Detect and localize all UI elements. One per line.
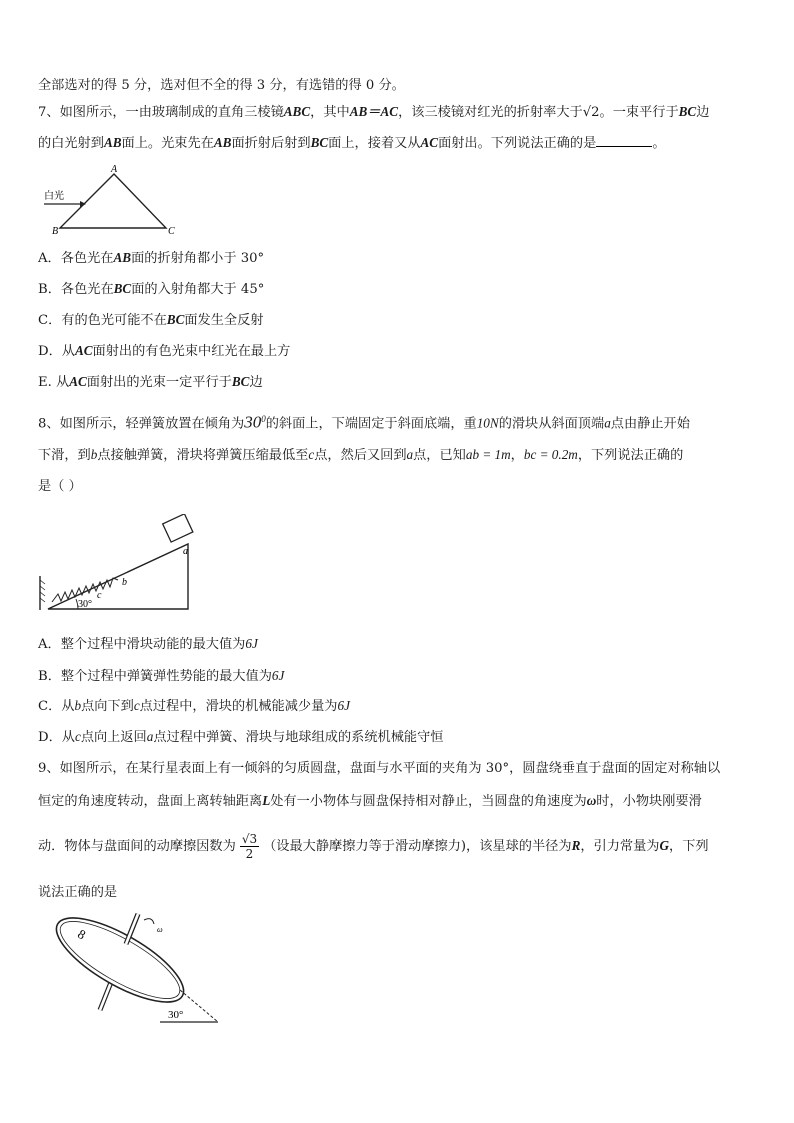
option-text: A．各色光在	[38, 251, 114, 266]
q9-text: 恒定的角速度转动，盘面上离转轴距离	[38, 794, 263, 809]
sliding-block	[163, 514, 193, 542]
q7-symbol: ABC	[283, 104, 311, 119]
fraction-denominator: 2	[245, 847, 254, 861]
q7-symbol: AB	[213, 135, 232, 150]
q8-text: ，	[510, 448, 524, 463]
q7-text: 的白光射到	[38, 136, 104, 151]
fraction-numerator: √3	[241, 832, 258, 846]
q8-text: ，下列说法正确的	[577, 448, 684, 463]
option-symbol: BC	[113, 281, 132, 296]
q9-text: 动．物体与盘面间的动摩擦因数为	[38, 839, 236, 854]
q7-symbol: BC	[678, 104, 697, 119]
q9-symbol: G	[659, 838, 670, 853]
label-a: A	[111, 164, 118, 175]
q9-stem-line1: 9、如图所示，在某行星表面上有一倾斜的匀质圆盘，盘面与水平面的夹角为 30°，圆盘绕垂直于盘面的固定对称轴以	[38, 761, 721, 776]
option-text: 点向下到	[81, 699, 134, 714]
q7-symbol: AC	[420, 135, 439, 150]
q8-text: 点，然后又回到	[314, 448, 407, 463]
option-text: C．有的色光可能不在	[38, 313, 167, 328]
q8-symbol: bc = 0.2m	[523, 447, 578, 462]
label-omega: ω	[157, 925, 163, 934]
q8-option-b[interactable]	[38, 667, 284, 686]
option-text: 面射出的有色光束中红光在最上方	[92, 344, 291, 359]
label-angle: 30°	[168, 1009, 184, 1021]
q7-text: 面射出。下列说法正确的是	[438, 136, 597, 151]
q9-stem-line2	[38, 792, 702, 811]
q9-text: ，引力常量为	[580, 839, 660, 854]
q7-symbol: BC	[310, 135, 329, 150]
option-symbol: BC	[166, 312, 185, 327]
q7-option-c[interactable]	[38, 311, 264, 330]
option-symbol: b	[74, 698, 82, 713]
option-text: 点向上返回	[80, 730, 147, 745]
option-symbol: AC	[69, 374, 87, 389]
friction-fraction	[240, 832, 259, 861]
q9-text: ，下列	[669, 839, 709, 854]
q7-symbol: AB＝AC	[349, 104, 399, 119]
label-light: 白光	[44, 191, 64, 202]
q8-angle-sup: 0	[261, 414, 266, 424]
incline-dashed	[180, 990, 218, 1022]
q8-text: 的滑块从斜面顶端	[498, 416, 605, 432]
option-symbol: a	[146, 729, 154, 744]
option-text: 点过程中弹簧、滑块与地球组成的系统机械能守恒	[153, 730, 444, 745]
q7-text: 面上。光束先在	[121, 136, 214, 151]
option-text: 面的入射角都大于 45°	[131, 282, 265, 297]
option-text: A．整个过程中滑块动能的最大值为	[38, 637, 246, 652]
label-c: C	[168, 226, 175, 236]
q8-stem-line1	[38, 410, 690, 433]
q9-stem-line4: 说法正确的是	[38, 885, 118, 900]
option-text: 面发生全反射	[184, 313, 264, 328]
option-symbol: AC	[74, 343, 93, 358]
option-text: 点过程中，滑块的机械能减少量为	[139, 699, 338, 714]
option-text: C．从	[38, 699, 75, 714]
q7-symbol: AB	[103, 135, 122, 150]
wall-hatch	[40, 580, 45, 602]
option-text: 面射出的光束一定平行于	[86, 375, 232, 390]
q9-text: （设最大静摩擦力等于滑动摩擦力)，该星球的半径为	[263, 839, 572, 854]
answer-blank[interactable]	[596, 134, 652, 147]
q9-disk-figure	[40, 910, 225, 1028]
q7-text: 。一束平行于	[599, 105, 679, 120]
option-text: B．各色光在	[38, 282, 114, 297]
option-text: E. 从	[38, 375, 70, 390]
incline-triangle	[48, 544, 188, 609]
label-b: b	[122, 577, 127, 588]
option-text: 面的折射角都小于 30°	[131, 251, 265, 266]
q8-angle: 30	[244, 412, 262, 432]
option-symbol: BC	[231, 374, 250, 389]
label-b: B	[52, 226, 59, 236]
q8-symbol: b	[90, 447, 98, 462]
q8-stem-line2	[38, 446, 683, 465]
q7-text: 。	[652, 136, 666, 151]
option-symbol: 6J	[245, 636, 258, 651]
q8-text: 的斜面上，下端固定于斜面底端，重	[265, 416, 477, 432]
light-arrow	[80, 201, 86, 207]
q9-text: 处有一小物体与圆盘保持相对静止，当圆盘的角速度为	[270, 794, 587, 809]
q8-text: 点由静止开始	[610, 416, 690, 432]
q9-text: 时，小物块刚要滑	[596, 794, 702, 809]
option-text: B．整个过程中弹簧弹性势能的最大值为	[38, 669, 272, 684]
q8-symbol: a	[604, 415, 611, 431]
q8-symbol: ab = 1m	[465, 447, 511, 462]
prism-triangle	[60, 174, 166, 228]
label-angle: 30°	[78, 599, 92, 610]
q9-symbol: ω	[586, 793, 597, 808]
q7-prism-figure	[38, 164, 188, 236]
q8-option-c[interactable]	[38, 697, 350, 716]
q8-symbol: a	[406, 447, 414, 462]
option-symbol: 6J	[337, 698, 350, 713]
q7-option-e[interactable]	[38, 373, 263, 392]
q8-symbol: 10N	[476, 415, 499, 431]
q7-text: 7、如图所示，一由玻璃制成的直角三棱镜	[38, 105, 284, 120]
q7-option-b[interactable]	[38, 280, 264, 299]
option-symbol: 6J	[271, 668, 285, 683]
option-symbol: c	[133, 698, 140, 713]
intro-line: 全部选对的得 5 分，选对但不全的得 3 分，有选错的得 0 分。	[38, 78, 405, 93]
q8-option-d[interactable]	[38, 728, 443, 747]
q8-text: 点接触弹簧，滑块将弹簧压缩最低至	[97, 448, 309, 463]
q9-symbol: R	[571, 838, 581, 853]
q7-text: 面上，接着又从	[328, 136, 421, 151]
q9-stem-line3	[38, 828, 709, 865]
q8-symbol: c	[308, 447, 315, 462]
q7-text: ，该三棱镜对红光的折射率大于	[398, 105, 583, 120]
q7-text: ，其中	[310, 105, 350, 120]
q8-option-a[interactable]	[38, 635, 258, 654]
option-text: 边	[249, 375, 263, 390]
q7-text: 边	[696, 105, 710, 120]
q7-sqrt2: √2	[582, 105, 600, 120]
q7-stem-line1	[38, 103, 709, 122]
option-text: D．从	[38, 730, 75, 745]
label-a: a	[183, 546, 188, 557]
q8-text: 下滑，到	[38, 448, 91, 463]
option-text: D．从	[38, 344, 75, 359]
option-symbol: c	[74, 729, 81, 744]
q7-option-a[interactable]	[38, 249, 264, 268]
tilted-disk	[45, 910, 195, 1018]
q7-stem-line2	[38, 134, 666, 153]
q8-text: 8、如图所示，轻弹簧放置在倾角为	[38, 416, 245, 432]
q8-stem-line3: 是（ ）	[38, 479, 82, 494]
label-c: c	[97, 590, 102, 601]
q9-symbol: L	[262, 793, 271, 808]
q8-incline-figure	[38, 514, 218, 614]
q7-option-d[interactable]	[38, 342, 290, 361]
q7-text: 面折射后射到	[231, 136, 311, 151]
label-num: 8	[75, 926, 89, 943]
option-symbol: AB	[113, 250, 132, 265]
rotation-arrow	[144, 919, 154, 924]
q8-text: 点，已知	[413, 448, 466, 463]
